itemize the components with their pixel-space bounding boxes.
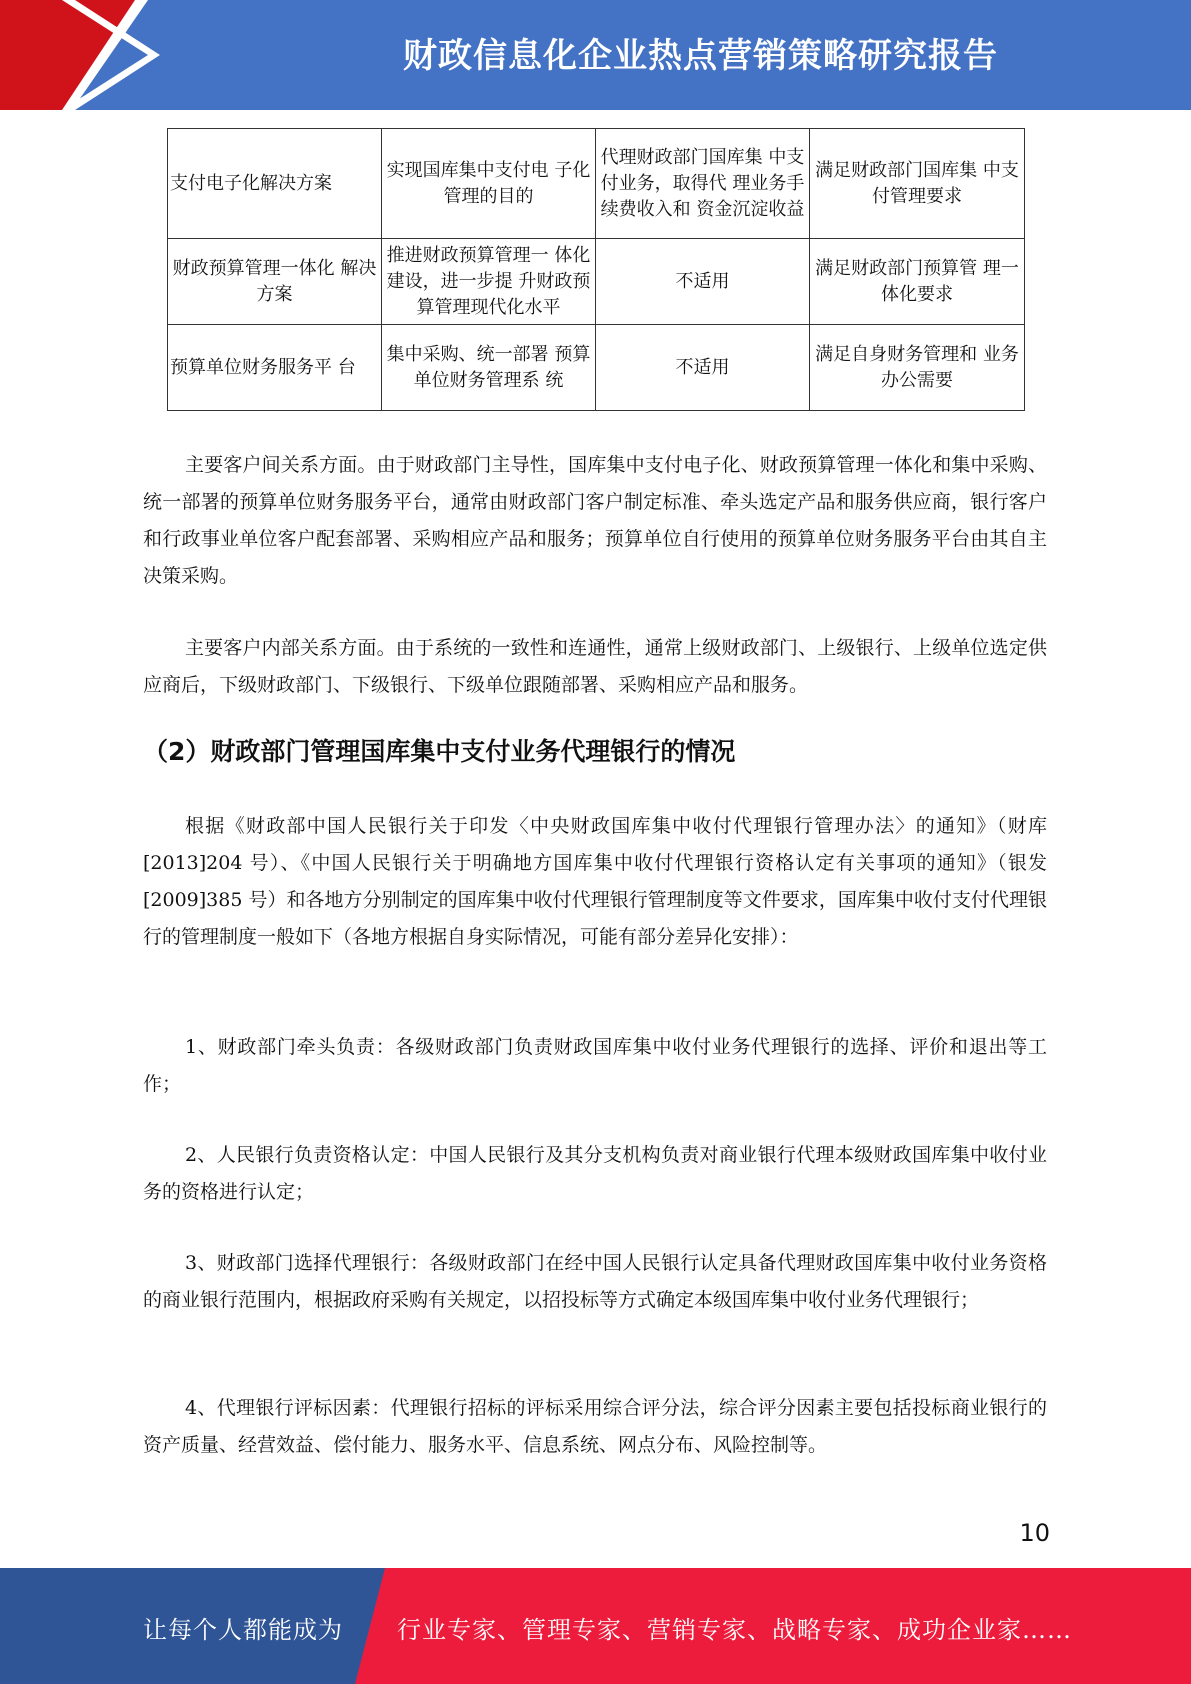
list-item-2: 2、人民银行负责资格认定：中国人民银行及其分支机构负责对商业银行代理本级财政国库集中收付业务的资格进行认定； [143, 1144, 1047, 1203]
table-cell: 预算单位财务服务平 台 [168, 325, 382, 411]
list-item-3: 3、财政部门选择代理银行：各级财政部门在经中国人民银行认定具备代理财政国库集中收付业务资格的商业银行范围内，根据政府采购有关规定，以招投标等方式确定本级国库集中收付业务代理银行； [143, 1252, 1047, 1311]
table-cell: 实现国库集中支付电 子化管理的目的 [382, 129, 596, 239]
table-cell: 支付电子化解决方案 [168, 129, 382, 239]
table-cell: 代理财政部门国库集 中支付业务，取得代 理业务手续费收入和 资金沉淀收益 [596, 129, 810, 239]
paragraph-customer-relations: 主要客户间关系方面。由于财政部门主导性，国库集中支付电子化、财政预算管理一体化和集中采购、统一部署的预算单位财务服务平台，通常由财政部门客户制定标准、牵头选定产品和服务供应商，银行客户和行政事业单位客户配套部署、采购相应产品和服务；预算单位自行使用的预算单位财务服务平台由其自主决策采购。 [143, 454, 1047, 587]
table-cell: 推进财政预算管理一 体化建设，进一步提 升财政预算管理现代化水平 [382, 239, 596, 325]
table-cell: 满足财政部门国库集 中支付管理要求 [810, 129, 1025, 239]
page-number: 10 [1019, 1519, 1050, 1547]
header-banner [0, 0, 1191, 110]
table-cell: 不适用 [596, 239, 810, 325]
section-heading: （2）财政部门管理国库集中支付业务代理银行的情况 [143, 737, 736, 766]
report-title: 财政信息化企业热点营销策略研究报告 [403, 36, 998, 76]
footer-banner [0, 1568, 1191, 1684]
table-cell: 财政预算管理一体化 解决方案 [168, 239, 382, 325]
paragraph-regulations: 根据《财政部中国人民银行关于印发〈中央财政国库集中收付代理银行管理办法〉的通知》（财库[2013]204 号）、《中国人民银行关于明确地方国库集中收付代理银行资格认定有关事项的通知》（银发[2009]385 号）和各地方分别制定的国库集中收付代理银行管理制度等文件要求，国库集中收付支付代理银行的管理制度一般如下（各地方根据自身实际情况，可能有部分差异化安排）： [143, 815, 1047, 948]
table-cell: 集中采购、统一部署 预算单位财务管理系 统 [382, 325, 596, 411]
table-cell: 满足财政部门预算管 理一体化要求 [810, 239, 1025, 325]
table-cell: 不适用 [596, 325, 810, 411]
list-item-4: 4、代理银行评标因素：代理银行招标的评标采用综合评分法，综合评分因素主要包括投标商业银行的资产质量、经营效益、偿付能力、服务水平、信息系统、网点分布、风险控制等。 [143, 1397, 1047, 1456]
paragraph-internal-relations: 主要客户内部关系方面。由于系统的一致性和连通性，通常上级财政部门、上级银行、上级单位选定供应商后，下级财政部门、下级银行、下级单位跟随部署、采购相应产品和服务。 [143, 637, 1047, 696]
footer-slogan-left: 让每个人都能成为 [143, 1616, 343, 1644]
table-row [168, 239, 1025, 325]
table-row [168, 129, 1025, 239]
solution-table [167, 128, 1025, 411]
list-item-1: 1、财政部门牵头负责：各级财政部门负责财政国库集中收付业务代理银行的选择、评价和退出等工作； [143, 1036, 1047, 1095]
footer-slogan-right: 行业专家、管理专家、营销专家、战略专家、成功企业家…… [397, 1616, 1072, 1644]
table-row [168, 325, 1025, 411]
table-cell: 满足自身财务管理和 业务办公需要 [810, 325, 1025, 411]
